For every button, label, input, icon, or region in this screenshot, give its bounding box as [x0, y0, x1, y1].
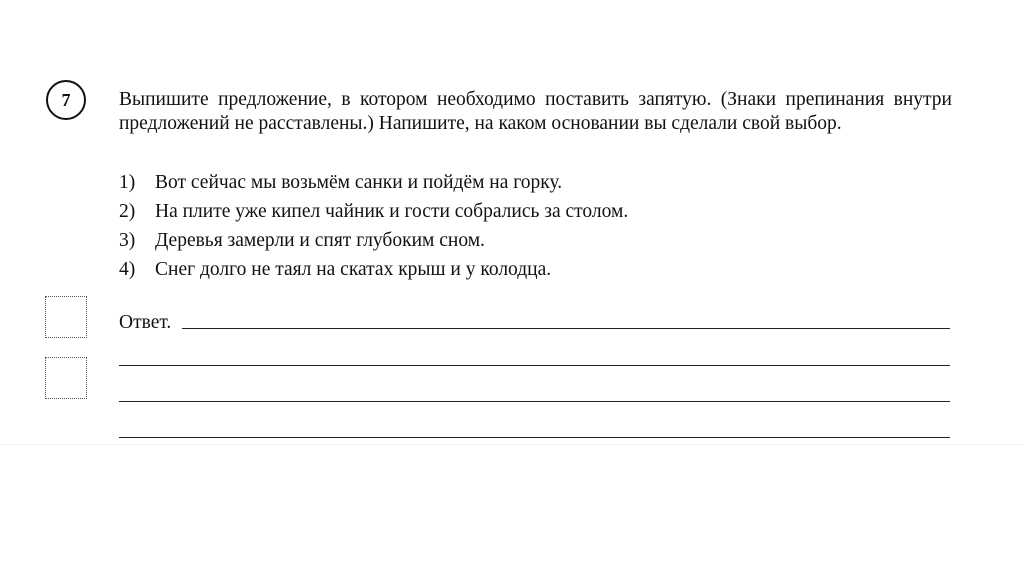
options-list	[119, 168, 628, 284]
option-item	[119, 197, 628, 226]
answer-line-1[interactable]	[182, 328, 950, 329]
page-bottom-area	[0, 444, 1024, 575]
option-item	[119, 226, 628, 255]
score-box-1[interactable]	[45, 296, 87, 338]
option-item	[119, 168, 628, 197]
option-text: Деревья замерли и спят глубоким сном.	[155, 230, 485, 251]
answer-line-2[interactable]	[119, 365, 950, 366]
option-number: 4)	[119, 259, 136, 280]
answer-line-4[interactable]	[119, 437, 950, 438]
option-text: На плите уже кипел чайник и гости собрались за столом.	[155, 201, 629, 222]
option-number: 3)	[119, 230, 136, 251]
option-text: Снег долго не таял на скатах крыш и у колодца.	[155, 259, 552, 280]
option-text: Вот сейчас мы возьмём санки и пойдём на горку.	[155, 172, 563, 193]
question-text: Выпишите предложение, в котором необходимо поставить запятую. (Знаки препинания внутри предложений не расставлены.) Напишите, на каком основании вы сделали свой выбор.	[119, 89, 952, 134]
answer-line-3[interactable]	[119, 401, 950, 402]
task-number-badge: 7	[46, 80, 86, 120]
option-number: 2)	[119, 201, 136, 222]
option-item	[119, 255, 628, 284]
score-box-2[interactable]	[45, 357, 87, 399]
answer-label: Ответ.	[119, 312, 172, 333]
option-number: 1)	[119, 172, 136, 193]
